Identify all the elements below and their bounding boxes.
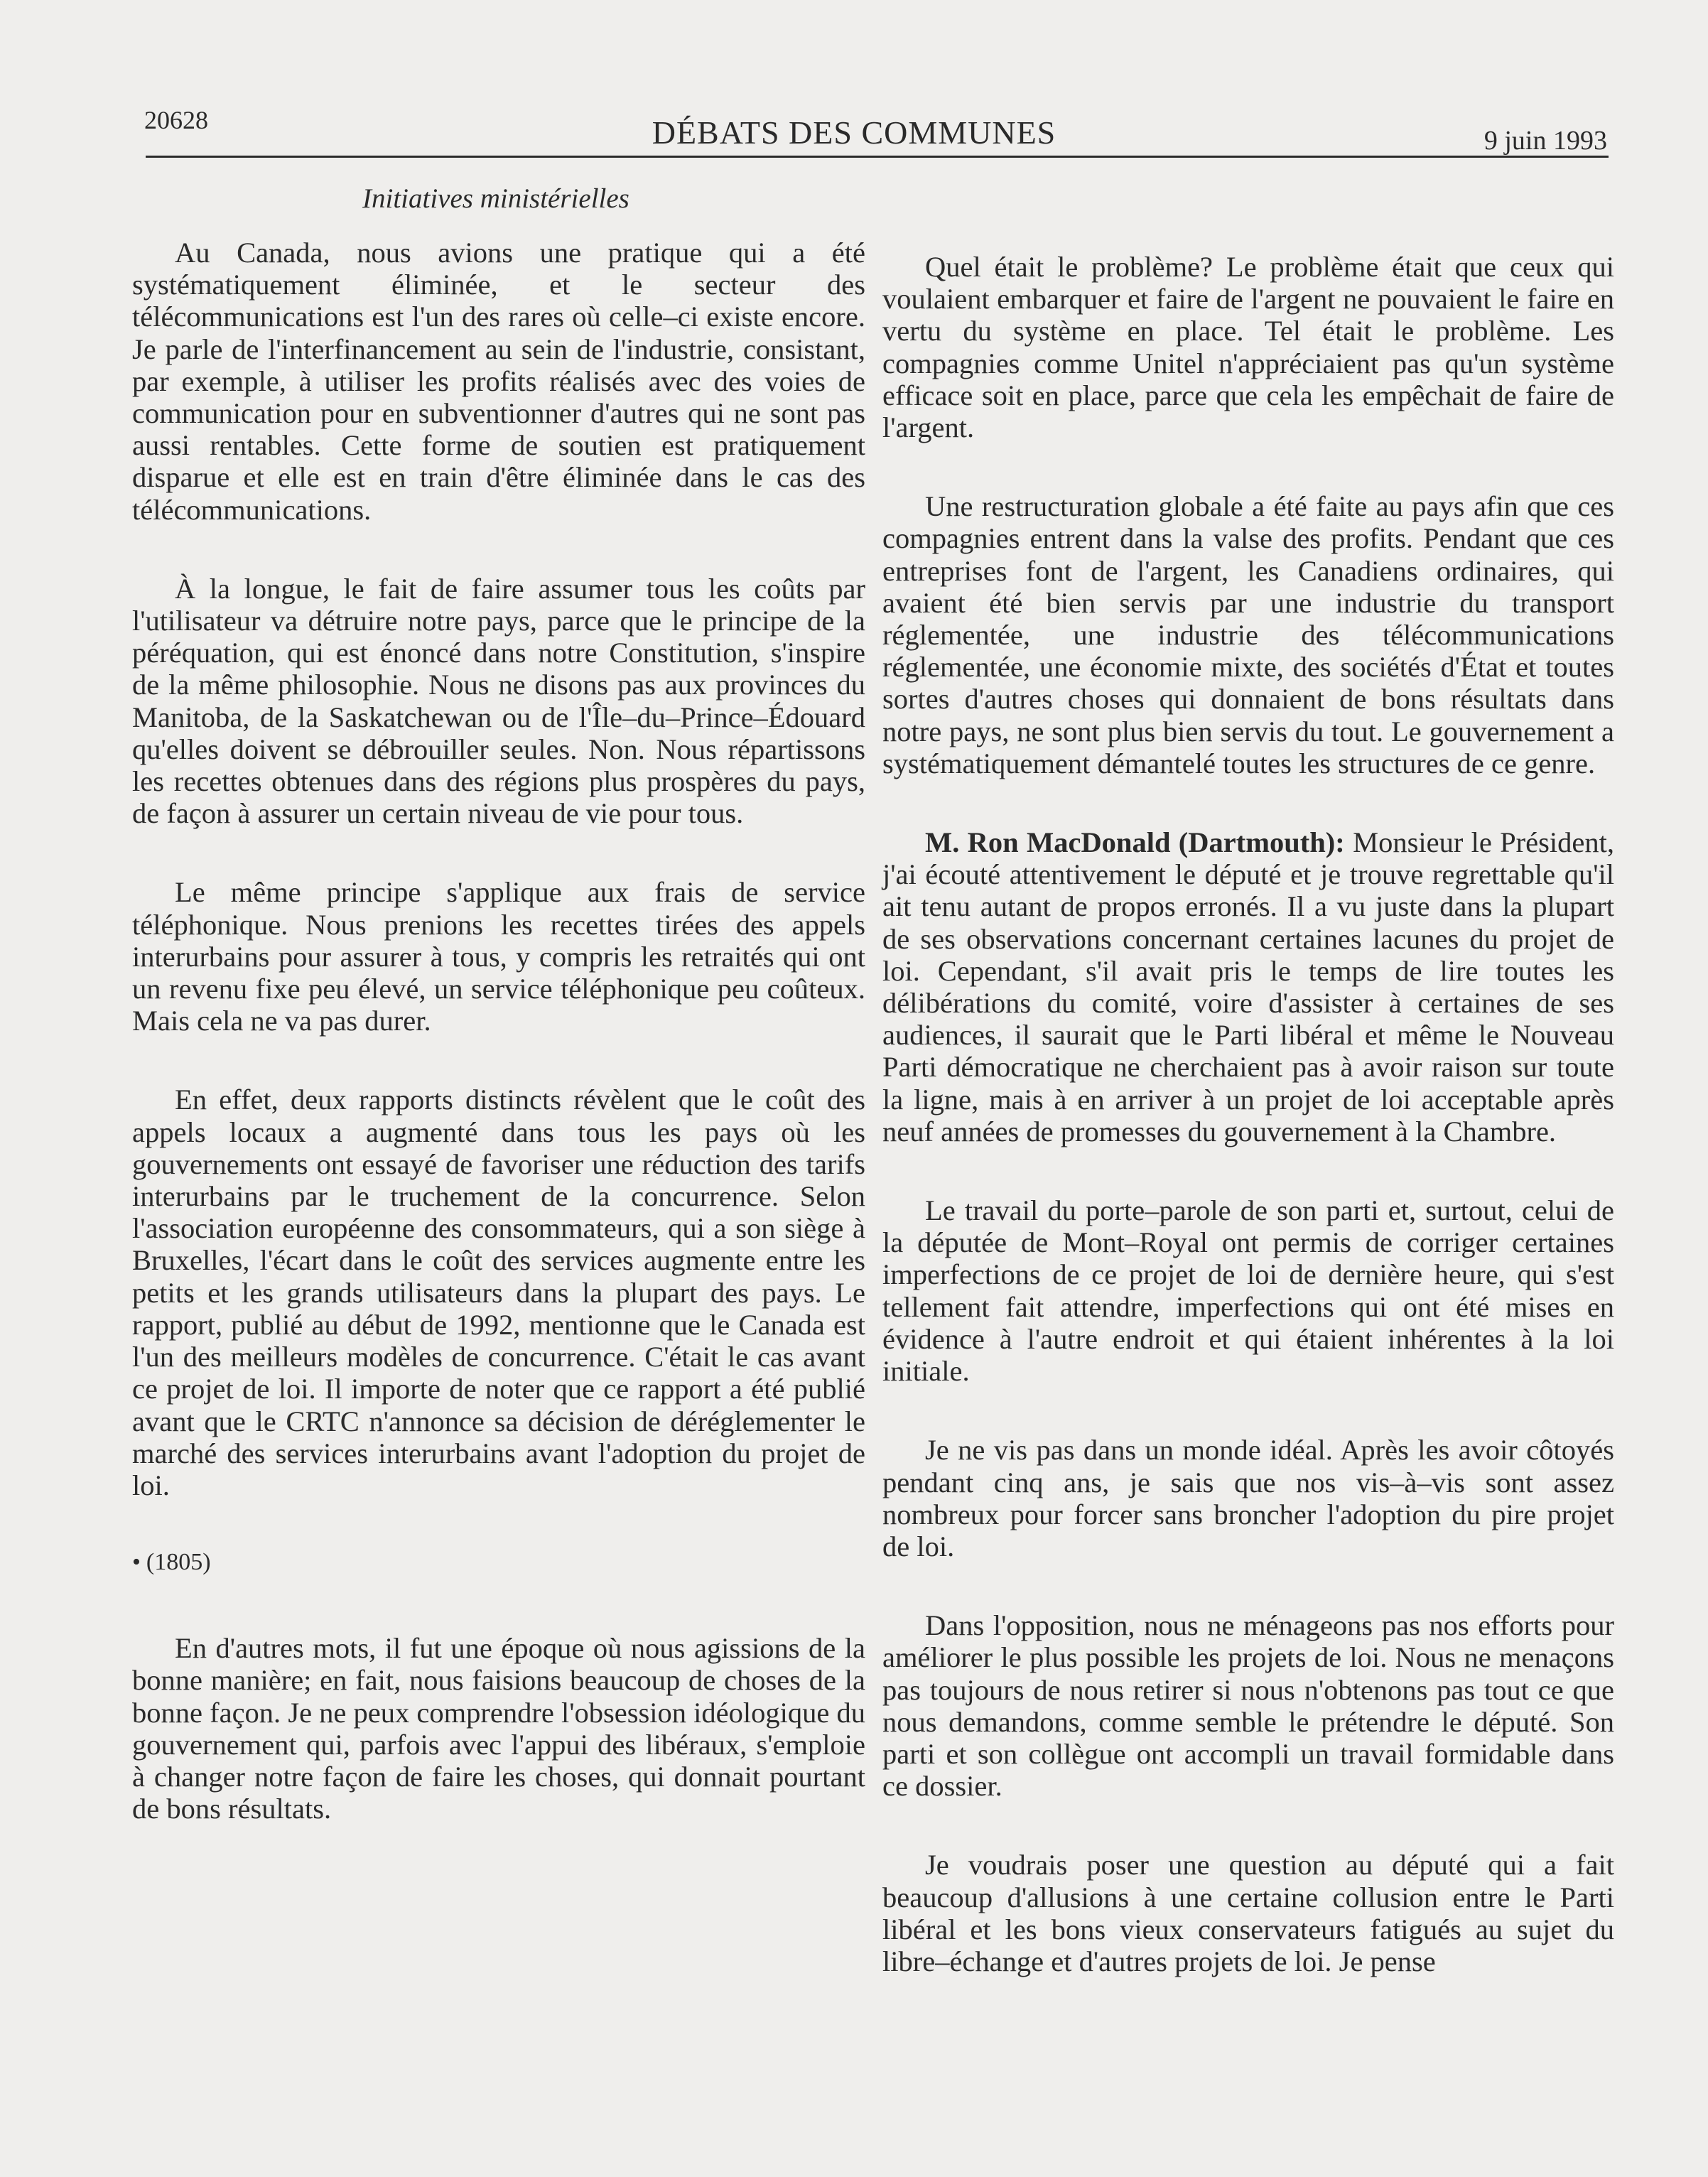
- header-rule: [146, 156, 1609, 158]
- right-paragraph-7: Je voudrais poser une question au député qui a fait beaucoup d'allusions à une certaine collusion entre le Parti libéral et les bons vieux conservateurs fatigués au sujet du libre–échange et d'autres projets de loi. Je pense: [882, 1849, 1614, 1977]
- page-number: 20628: [144, 106, 208, 134]
- right-paragraph-1: Quel était le problème? Le problème était que ceux qui voulaient embarquer et faire de l'argent ne pouvaient le faire en vertu du système en place. Tel était le problème. Les compagnies comme Unitel n'appréciaient pas qu'un système efficace soit en place, parce que cela les empêchait de faire de l'argent.: [882, 251, 1614, 444]
- right-paragraph-6: Dans l'opposition, nous ne ménageons pas nos efforts pour améliorer le plus possible les projets de loi. Nous ne menaçons pas toujours de nous retirer si nous n'obtenons pas tout ce que nous demandons, comme semble le prétendre le député. Son parti et son collègue ont accompli un travail formidable dans ce dossier.: [882, 1609, 1614, 1803]
- right-paragraph-2: Une restructuration globale a été faite au pays afin que ces compagnies entrent dans la valse des profits. Pendant que ces entreprises font de l'argent, les Canadiens ordinaires, qui avaient été bien servis par une industrie du transport réglementée, une industrie des télécommunications réglementée, une économie mixte, des sociétés d'État et toutes sortes d'autres choses qui donnaient de bons résultats dans notre pays, ne sont plus bien servis du tout. Le gouvernement a systématiquement démantelé toutes les structures de ce genre.: [882, 490, 1614, 779]
- left-column: [132, 237, 865, 1871]
- timestamp-text: (1805): [146, 1549, 211, 1576]
- speaker-text: Monsieur le Président, j'ai écouté attentivement le député et je trouve regrettable qu'il ait tenu autant de propos erronés. Il a vu juste dans la plupart de ses observations concernant certaines lacunes du projet de loi. Cependant, s'il avait pris le temps de lire toutes les délibérations du comité, voire d'assister à certaines de ses audiences, il saurait que le Parti libéral et même le Nouveau Parti démocratique ne cherchaient pas à avoir raison sur toute la ligne, mais à en arriver à un projet de loi acceptable après neuf années de promesses du gouvernement à la Chambre.: [882, 826, 1614, 1147]
- left-paragraph-1: Au Canada, nous avions une pratique qui a été systématiquement éliminée, et le secteur des télécommunications est l'un des rares où celle–ci existe encore. Je parle de l'interfinancement au sein de l'industrie, consistant, par exemple, à utiliser les profits réalisés avec des voies de communication pour en subventionner d'autres qui ne sont pas aussi rentables. Cette forme de soutien est pratiquement disparue et elle est en train d'être éliminée dans le cas des télécommunications.: [132, 237, 865, 526]
- left-paragraph-4: En effet, deux rapports distincts révèlent que le coût des appels locaux a augmenté dans tous les pays où les gouvernements ont essayé de favoriser une réduction des tarifs interurbains par le truchement de la concurrence. Selon l'association européenne des consommateurs, qui a son siège à Bruxelles, l'écart dans le coût des services augmente entre les petits et les grands utilisateurs dans la plupart des pays. Le rapport, publié au début de 1992, mentionne que le Canada est l'un des meilleurs modèles de concurrence. C'était le cas avant ce projet de loi. Il importe de noter que ce rapport a été publié avant que le CRTC n'annonce sa décision de déréglementer le marché des services interurbains avant l'adoption du projet de loi.: [132, 1084, 865, 1501]
- right-column: [882, 251, 1614, 2024]
- bullet-icon: •: [132, 1549, 141, 1576]
- left-paragraph-2: À la longue, le fait de faire assumer tous les coûts par l'utilisateur va détruire notre pays, parce que le principe de la péréquation, qui est énoncé dans notre Constitution, s'inspire de la même philosophie. Nous ne disons pas aux provinces du Manitoba, de la Saskatchewan ou de l'Île–du–Prince–Édouard qu'elles doivent se débrouiller seules. Non. Nous répartissons les recettes obtenues dans des régions plus prospères du pays, de façon à assurer un certain niveau de vie pour tous.: [132, 572, 865, 830]
- timestamp-marker: [132, 1548, 865, 1577]
- left-paragraph-5: En d'autres mots, il fut une époque où nous agissions de la bonne manière; en fait, nous faisions beaucoup de choses de la bonne façon. Je ne peux comprendre l'obsession idéologique du gouvernement qui, parfois avec l'appui des libéraux, s'emploie à changer notre façon de faire les choses, qui donnait pourtant de bons résultats.: [132, 1632, 865, 1825]
- header-date: 9 juin 1993: [1483, 126, 1607, 156]
- right-paragraph-4: Le travail du porte–parole de son parti et, surtout, celui de la députée de Mont–Royal ont permis de corriger certaines imperfections de ce projet de loi de dernière heure, qui s'est tellement fait attendre, imperfections qui ont été mises en évidence à l'autre endroit et qui étaient inhérentes à la loi initiale.: [882, 1194, 1614, 1388]
- right-paragraph-speaker: [882, 826, 1614, 1147]
- speaker-name: M. Ron MacDonald (Dartmouth):: [925, 826, 1345, 859]
- left-paragraph-3: Le même principe s'applique aux frais de service téléphonique. Nous prenions les recettes tirées des appels interurbains pour assurer à tous, y compris les retraités qui ont un revenu fixe peu élevé, un service téléphonique peu coûteux. Mais cela ne va pas durer.: [132, 876, 865, 1037]
- section-label: Initiatives ministérielles: [362, 183, 629, 214]
- right-paragraph-5: Je ne vis pas dans un monde idéal. Après les avoir côtoyés pendant cinq ans, je sais que nos vis–à–vis sont assez nombreux pour forcer sans broncher l'adoption du pire projet de loi.: [882, 1434, 1614, 1562]
- journal-title: DÉBATS DES COMMUNES: [652, 114, 1056, 151]
